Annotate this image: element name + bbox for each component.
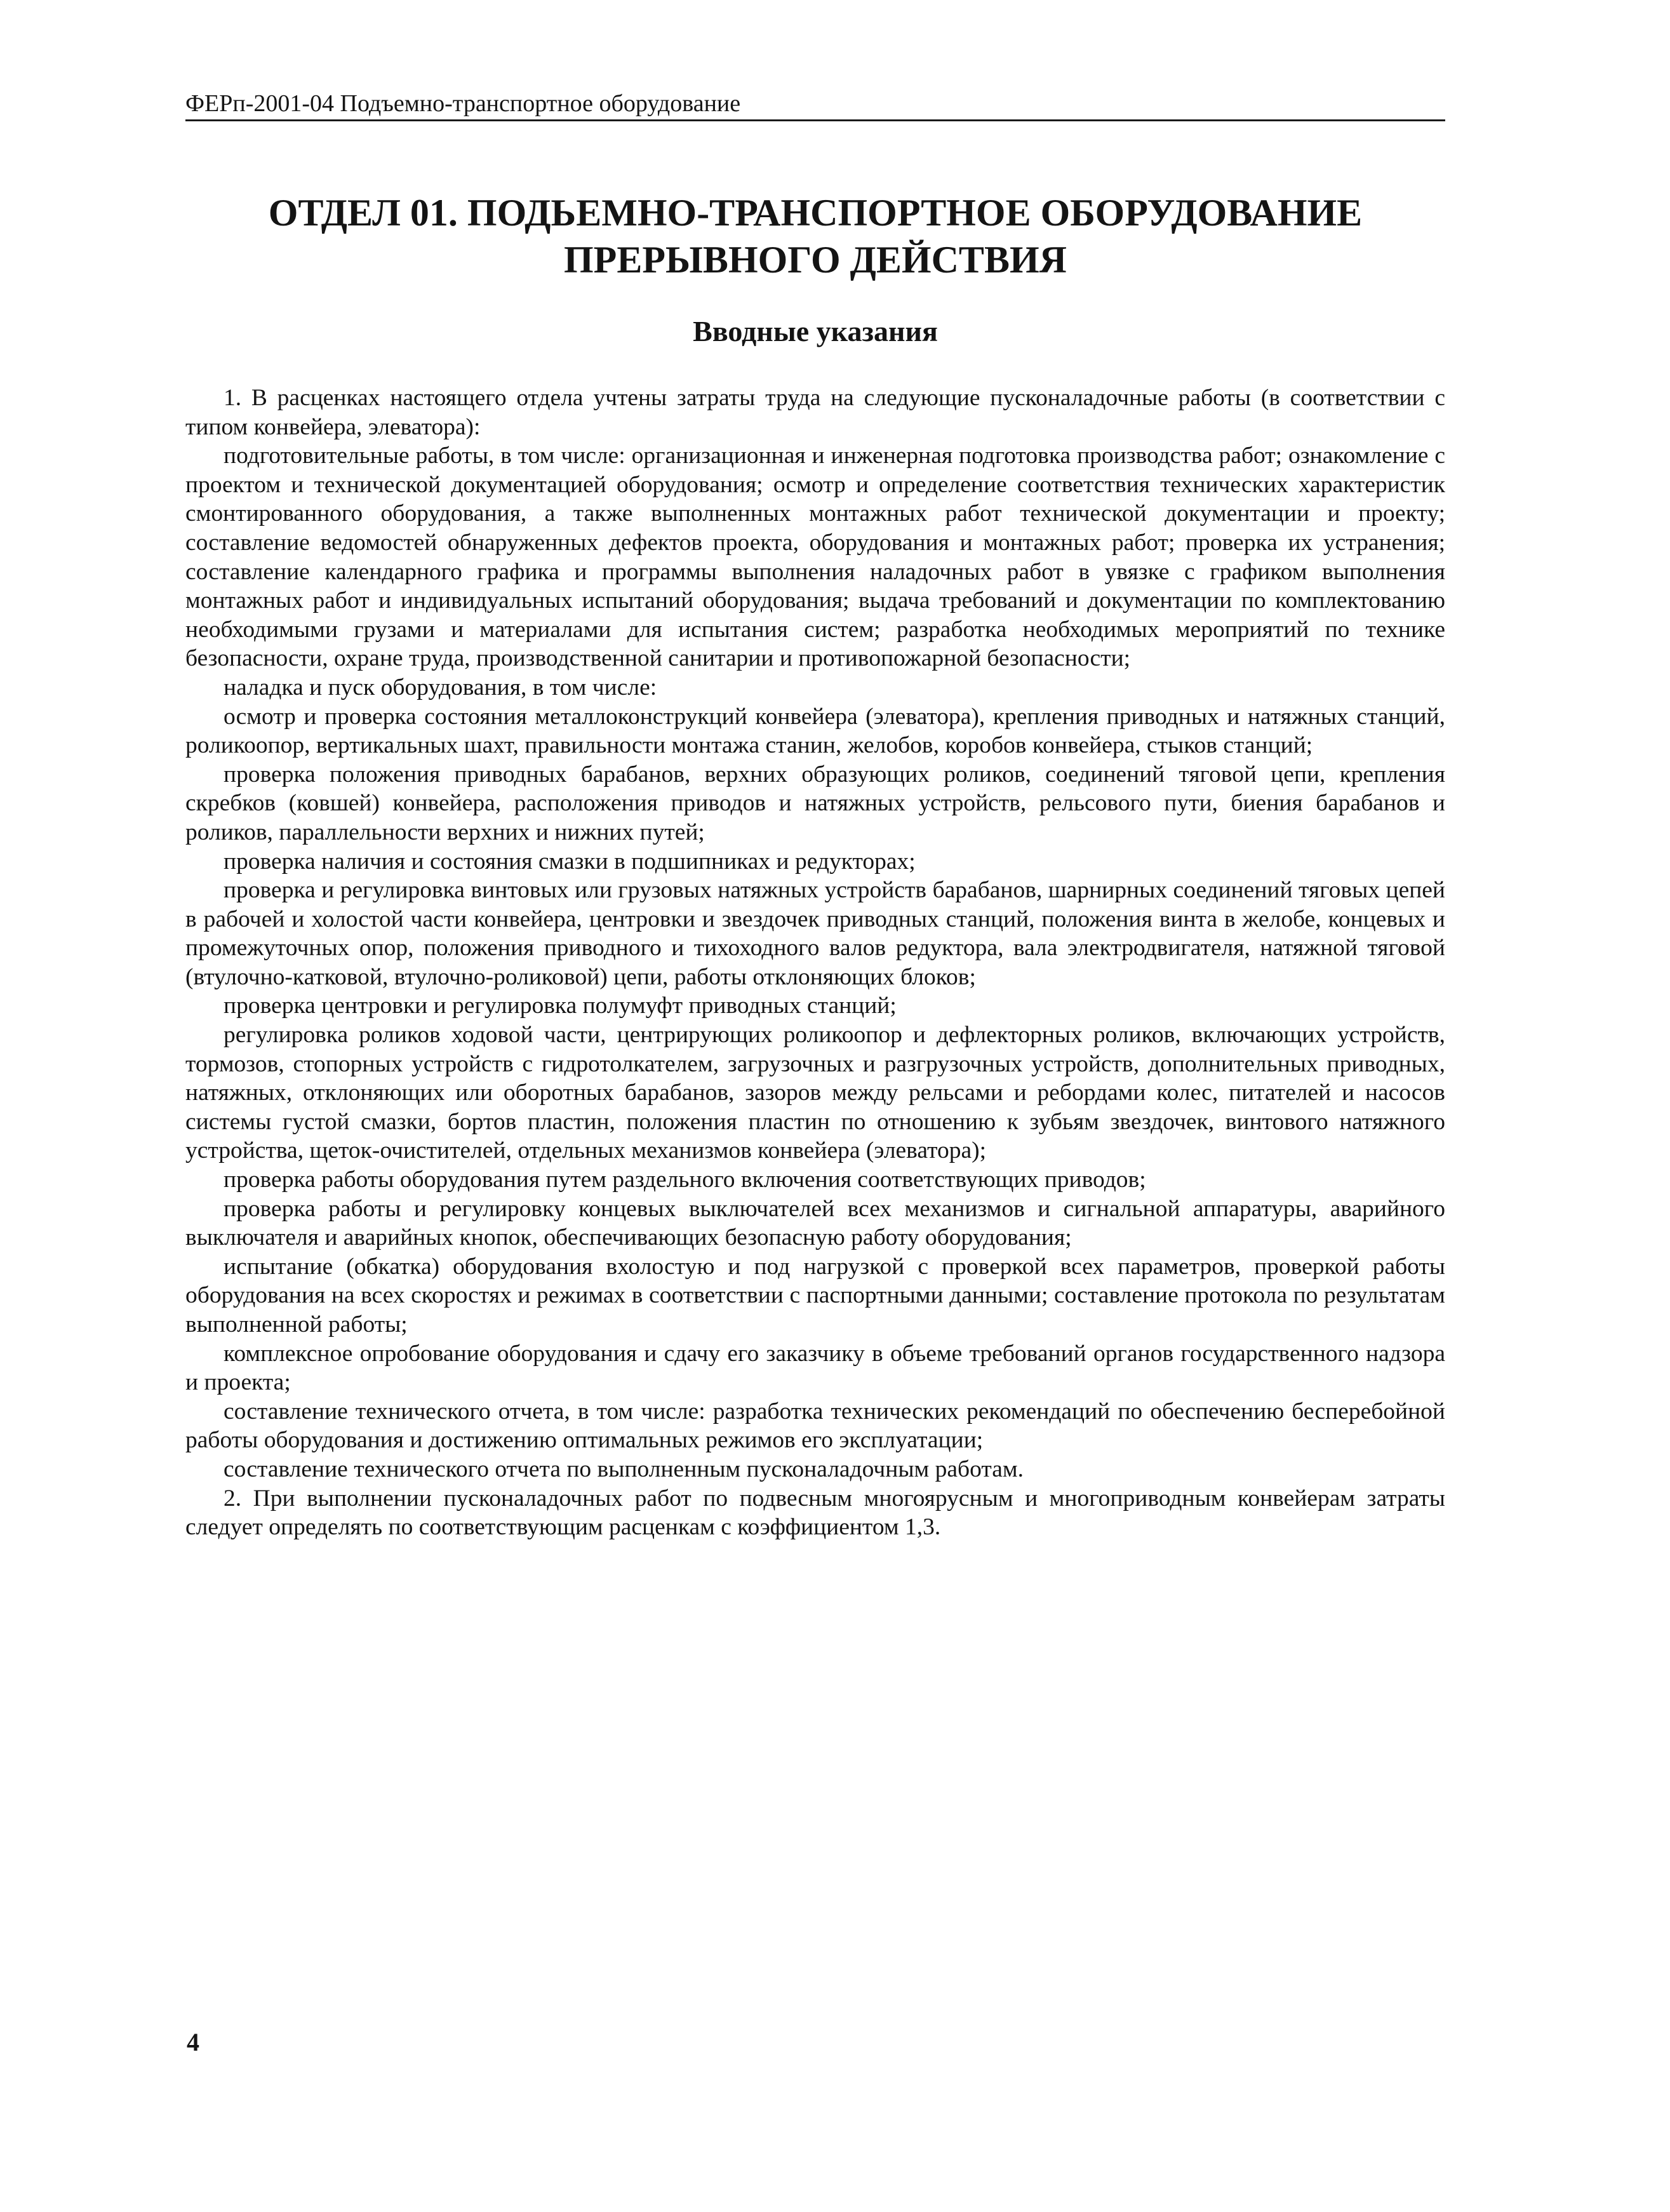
paragraph: регулировка роликов ходовой части, центрирующих роликоопор и дефлекторных роликов, включающих устройств, тормозов, стопорных устройств с гидротолкателем, загрузочных и разгрузочных устройств, дополнительных приводных, натяжных, отклоняющих или оборотных барабанов, зазоров между рельсами и ребордами колес, питателей и насосов системы густой смазки, бортов пластин, положения пластин по отношению к зубьям звездочек, винтового натяжного устройства, щеток-очистителей, отдельных механизмов конвейера (элеватора); <box>185 1022 1445 1164</box>
paragraph: проверка центровки и регулировка полумуфт приводных станций; <box>224 993 897 1019</box>
subtitle: Вводные указания <box>693 315 938 347</box>
body-text <box>185 384 1445 1542</box>
paragraph: 2. При выполнении пусконаладочных работ по подвесным многоярусным и многоприводным конвейерам затраты следует определять по соответствующим расценкам с коэффициентом 1,3. <box>185 1485 1445 1541</box>
paragraph: испытание (обкатка) оборудования вхолостую и под нагрузкой с проверкой всех параметров, проверкой работы оборудования на всех скоростях и режимах в соответствии с паспортными данными; составление протокола по результатам выполненной работы; <box>185 1253 1445 1337</box>
page-number: 4 <box>187 2028 199 2056</box>
paragraph: проверка работы оборудования путем раздельного включения соответствующих приводов; <box>224 1167 1146 1193</box>
paragraph: осмотр и проверка состояния металлоконструкций конвейера (элеватора), крепления приводных и натяжных станций, роликоопор, вертикальных шахт, правильности монтажа станин, желобов, коробов конвейера, стыков станций; <box>185 703 1445 759</box>
paragraph: комплексное опробование оборудования и сдачу его заказчику в объеме требований органов государственного надзора и проекта; <box>185 1340 1445 1396</box>
paragraph: проверка и регулировка винтовых или грузовых натяжных устройств барабанов, шарнирных соединений тяговых цепей в рабочей и холостой части конвейера, центровки и звездочек приводных станций, положения винта в желобе, концевых и промежуточных опор, положения приводного и тихоходного валов редуктора, вала электродвигателя, натяжной тяговой (втулочно-катковой, втулочно-роликовой) цепи, работы отклоняющих блоков; <box>185 877 1445 990</box>
paragraph: 1. В расценках настоящего отдела учтены затраты труда на следующие пусконаладочные работы (в соответствии с типом конвейера, элеватора): <box>185 385 1445 440</box>
paragraph: проверка положения приводных барабанов, верхних образующих роликов, соединений тяговой цепи, крепления скребков (ковшей) конвейера, расположения приводов и натяжных устройств, рельсового пути, биения барабанов и роликов, параллельности верхних и нижних путей; <box>185 761 1445 845</box>
section-title-line-1: ОТДЕЛ 01. ПОДЬЕМНО-ТРАНСПОРТНОЕ ОБОРУДОВАНИЕ <box>268 192 1363 234</box>
paragraph: проверка работы и регулировку концевых выключателей всех механизмов и сигнальной аппаратуры, аварийного выключателя и аварийных кнопок, обеспечивающих безопасную работу оборудования; <box>185 1195 1445 1251</box>
section-title <box>185 189 1445 283</box>
paragraph: проверка наличия и состояния смазки в подшипниках и редукторах; <box>224 848 916 875</box>
paragraph: подготовительные работы, в том числе: организационная и инженерная подготовка производства работ; ознакомление с проектом и технической документацией оборудования; осмотр и определение соответствия технических характеристик смонтированного оборудования, а также выполненных монтажных работ технической документации и проекту; составление ведомостей обнаруженных дефектов проекта, оборудования и монтажных работ; проверка их устранения; составление календарного графика и программы выполнения наладочных работ в увязке с графиком выполнения монтажных работ и индивидуальных испытаний оборудования; выдача требований и документации по комплектованию необходимыми грузами и материалами для испытания систем; разработка необходимых мероприятий по технике безопасности, охране труда, производственной санитарии и противопожарной безопасности; <box>185 443 1445 672</box>
section-title-line-2: ПРЕРЫВНОГО ДЕЙСТВИЯ <box>564 239 1067 281</box>
paragraph: составление технического отчета, в том числе: разработка технических рекомендаций по обеспечению бесперебойной работы оборудования и достижению оптимальных режимов его эксплуатации; <box>185 1398 1445 1454</box>
paragraph: составление технического отчета по выполненным пусконаладочным работам. <box>224 1456 1024 1482</box>
paragraph: наладка и пуск оборудования, в том числе: <box>224 674 657 700</box>
running-header: ФЕРп-2001-04 Подъемно-транспортное оборудование <box>185 89 1445 121</box>
